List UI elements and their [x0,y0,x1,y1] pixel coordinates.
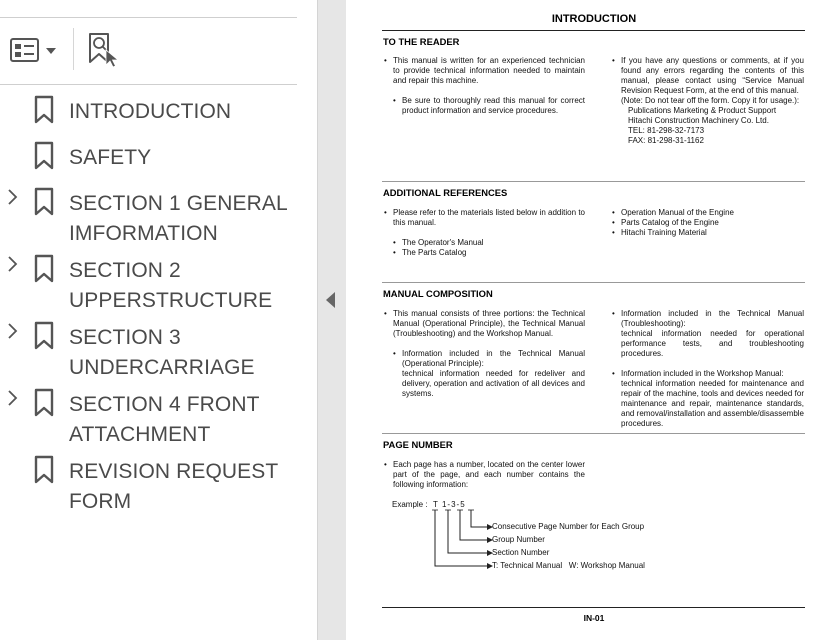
note-text: (Note: Do not tear off the form. Copy it for usage.): [621,96,800,105]
legend-page-number: Consecutive Page Number for Each Group [492,522,645,531]
section-heading-to-reader: TO THE READER [383,36,460,47]
bookmark-label: SECTION 2 UPPERSTRUCTURE [69,259,273,312]
title-rule [382,30,805,31]
footer-rule [382,607,805,608]
expand-chevron-icon[interactable] [6,189,20,205]
bookmarks-panel [0,0,318,640]
page-number-diagram [431,508,501,570]
bookmark-item[interactable] [0,455,317,515]
section-divider [382,282,805,283]
contact-line: Publications Marketing & Product Support [628,106,777,115]
paragraph: • Information included in the Workshop Manual: [612,369,804,379]
page-number-text [384,460,585,490]
expand-chevron-icon[interactable] [6,256,20,272]
find-bookmark-button[interactable] [86,32,122,68]
bookmark-icon [34,141,54,171]
legend-section-number: Section Number [492,548,550,557]
additional-refs-right [612,208,804,238]
bookmark-item[interactable] [0,95,317,133]
paragraph: • Information included in the Technical Manual (Troubleshooting): [612,309,804,329]
list-item: • Hitachi Training Material [612,228,804,238]
bookmark-label: INTRODUCTION [69,100,232,123]
contact-line: Hitachi Construction Machinery Co. Ltd. [628,116,769,125]
contact-line: FAX: 81-298-31-1162 [628,136,704,145]
paragraph: • Information included in the Technical Manual (Operational Principle): [384,349,585,369]
bookmark-icon [34,95,54,125]
panel-splitter[interactable] [318,0,346,640]
section-divider [382,433,805,434]
bookmark-icon [34,187,54,217]
manual-comp-right [612,309,804,429]
bookmarks-toolbar [0,17,297,85]
bookmark-item[interactable] [0,388,317,448]
collapse-panel-icon[interactable] [326,292,335,308]
bookmark-item[interactable] [0,141,317,179]
list-item: • The Parts Catalog [384,248,585,258]
expand-chevron-icon[interactable] [6,390,20,406]
contact-line: TEL: 81-298-32-7173 [628,126,705,135]
options-menu-button[interactable] [10,38,58,64]
bookmark-label: SECTION 3 UNDERCARRIAGE [69,326,255,379]
to-reader-left [384,56,585,116]
bookmark-label: SECTION 1 GENERAL IMFORMATION [69,192,287,245]
bookmark-icon [34,455,54,485]
list-item: • The Operator's Manual [384,238,585,248]
section-heading-page-number: PAGE NUMBER [383,439,453,450]
paragraph: • Each page has a number, located on the center lower part of the page, and each number contains the following information: [384,460,585,490]
bookmark-item[interactable] [0,321,317,381]
paragraph: technical information needed for maintenance and repair of the machine, tools and devices needed for maintenance and repair, maintenance standards, and removal/installation and assemble/disassemble procedures. [621,379,804,428]
paragraph: • Please refer to the materials listed below in addition to this manual. [384,208,585,228]
legend-manual-type: T: Technical Manual W: Workshop Manual [492,561,645,570]
paragraph: • This manual is written for an experienced technician to provide technical information needed to maintain and repair this machine. [384,56,585,86]
section-divider [382,181,805,182]
list-options-icon [10,38,58,64]
page-footer-number: IN-01 [583,613,605,623]
document-page [346,0,839,640]
bookmark-label: SECTION 4 FRONT ATTACHMENT [69,393,260,446]
example-code: T 1-3-5 [433,500,466,509]
paragraph: technical information needed for redeliver and delivery, operation and activation of all devices and systems. [402,369,585,398]
example-label: Example : [392,500,428,509]
paragraph: • This manual consists of three portions: the Technical Manual (Operational Principle), the Technical Manual (Troubleshooting) and the Workshop Manual. [384,309,585,339]
list-item: • Parts Catalog of the Engine [612,218,804,228]
bookmark-item[interactable] [0,187,317,247]
paragraph: • If you have any questions or comments, at if you found any errors regarding the contents of this manual, please contact using “Service Manual Revision Request Form, at the end of this manual. [612,56,804,96]
toolbar-separator [73,28,74,70]
page-title: INTRODUCTION [551,13,637,25]
bookmark-icon [34,254,54,284]
find-bookmark-icon [86,32,122,68]
bookmark-item[interactable] [0,254,317,314]
manual-comp-left [384,309,585,399]
bookmark-label: SAFETY [69,146,152,169]
bookmark-icon [34,388,54,418]
list-item: • Operation Manual of the Engine [612,208,804,218]
additional-refs-left [384,208,585,258]
bookmark-icon [34,321,54,351]
paragraph: • Be sure to thoroughly read this manual for correct product information and service procedures. [384,96,585,116]
to-reader-right [612,56,804,146]
legend-group-number: Group Number [492,535,545,544]
section-heading-additional-references: ADDITIONAL REFERENCES [383,187,508,198]
expand-chevron-icon[interactable] [6,323,20,339]
section-heading-manual-composition: MANUAL COMPOSITION [383,288,493,299]
paragraph: technical information needed for operational performance tests, and troubleshooting procedures. [621,329,804,358]
bookmark-label: REVISION REQUEST FORM [69,460,278,513]
